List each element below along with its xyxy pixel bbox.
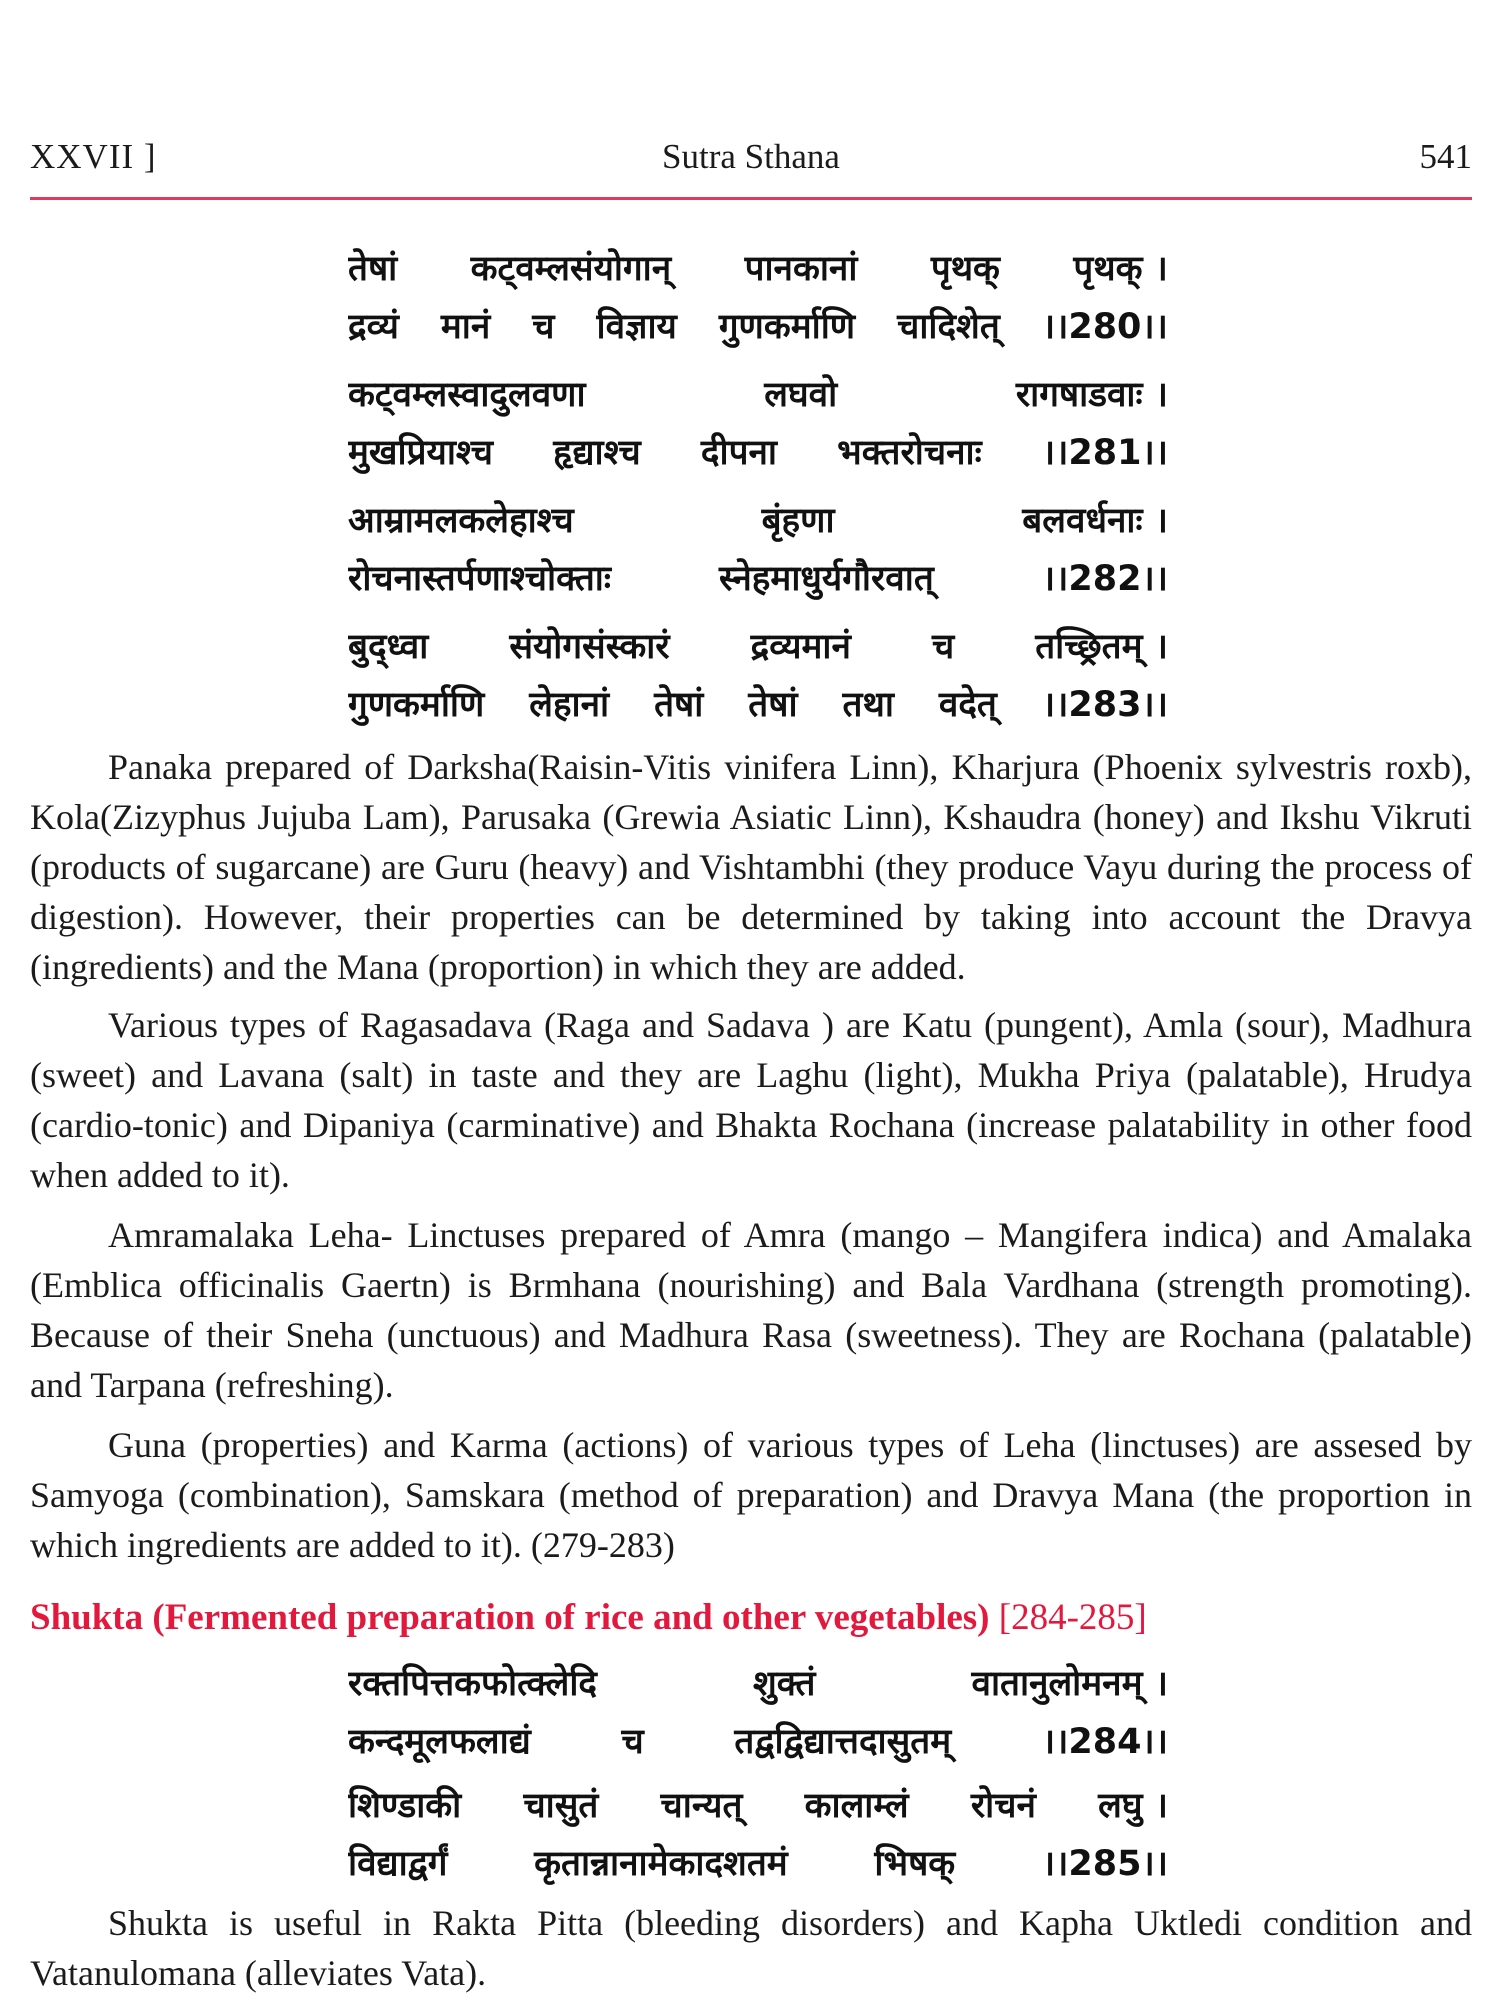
verse-number: ।।281।। [1041,433,1168,473]
verse-word: च [532,307,555,347]
verse-word: लघवो [764,375,838,415]
verse-word: शुक्तं [752,1664,816,1704]
verse-number: ।।284।। [1041,1722,1168,1762]
verse-number: ।।280।। [1041,307,1168,347]
verse-word: हृद्याश्च [553,433,641,473]
paragraph-ragasadava [30,1000,1472,1200]
verse-word: बुद्ध्वा [348,627,429,667]
verse-line [348,676,1168,734]
paragraph-text: Guna (properties) and Karma (actions) of various types of Leha (linctuses) are assesed by Samyoga (combination), Samskara (method of preparation) and Dravya Mana (the proportion in which ingredients are added to it). (279-283) [30,1425,1472,1565]
verse-word: गुणकर्माणि [718,307,856,347]
chapter-marker: XXVII ] [30,137,157,176]
verse-word: दीपना [700,433,777,473]
verse-word: मुखप्रियाश्च [348,433,494,473]
verse-word: कट्वम्लसंयोगान् [470,249,672,289]
paragraph-leha-guna-karma [30,1420,1472,1570]
verse-word: तथा [842,685,894,725]
verse-word: बृंहणा [761,501,835,541]
verse-word: च [621,1722,644,1762]
verse-word: रोचनं [970,1786,1036,1826]
paragraph-amramalaka [30,1210,1472,1410]
verse-word: कालाम्लं [804,1786,909,1826]
paragraph-text: Panaka prepared of Darksha(Raisin-Vitis vinifera Linn), Kharjura (Phoenix sylvestris roxb), Kola(Zizyphus Jujuba Lam), Parusaka (Grewia Asiatic Linn), Kshaudra (honey) and Ikshu Vikruti (products of sugarcane) are Guru (heavy) and Vishtambhi (they produce Vayu during the process of digestion). However, their properties can be determined by taking into account the Dravya (ingredients) and the Mana (proportion) in which they are added. [30,747,1472,987]
verse-word: पृथक् । [1073,249,1168,289]
verse-word: विद्याद्वर्गं [348,1844,448,1884]
verse-line [348,1777,1168,1835]
verse-word: पानकानां [744,249,858,289]
verse-word: द्रव्यमानं [750,627,851,667]
verse-word: कट्वम्लस्वादुलवणा [348,375,586,415]
section-title: Sutra Sthana [662,137,840,176]
verse-number: ।।282।। [1041,559,1168,599]
verse-word: बलवर्धनाः । [1022,501,1168,541]
verse-word: भक्तरोचनाः [837,433,982,473]
verse-word: लघु । [1098,1786,1168,1826]
verse-number: ।।283।। [1041,685,1168,725]
paragraph-shukta [30,1898,1472,1998]
verse-line [348,424,1168,482]
verse-word: संयोगसंस्कारं [509,627,670,667]
verse-word: स्नेहमाधुर्यगौरवात् [719,559,934,599]
verse-word: कृतान्नानामेकादशतमं [534,1844,788,1884]
verse-word: आम्रामलकलेहाश्च [348,501,574,541]
page-number: 541 [1419,137,1472,176]
verse-word: गुणकर्माणि [348,685,485,725]
verse-line [348,1655,1168,1713]
section-heading-range: [284-285] [998,1597,1147,1638]
verse-line [348,618,1168,676]
verse-line [348,492,1168,550]
verse-word: लेहानां [529,685,610,725]
verse-word: वातानुलोमनम् । [971,1664,1168,1704]
header-divider [30,197,1472,200]
verse-word: रोचनास्तर्पणाश्चोक्ताः [348,559,611,599]
verse-line [348,366,1168,424]
verse-line [348,240,1168,298]
section-heading [30,1592,1472,1644]
verse-word: चादिशेत् [897,307,1000,347]
paragraph-panaka [30,742,1472,992]
verse-word: तेषां [348,249,398,289]
verse-word: मानं [440,307,491,347]
verse-word: विज्ञाय [596,307,677,347]
verse-word: पृथक् [930,249,1000,289]
verse-word: तेषां [748,685,798,725]
verse-word: रक्तपित्तकफोत्क्लेदि [348,1664,597,1704]
verse-word: रागषाडवाः । [1015,375,1168,415]
verse-line [348,1835,1168,1893]
verse-word: च [931,627,955,667]
verse-word: द्रव्यं [348,307,399,347]
running-head [30,132,1472,182]
verse-word: वदेत् [938,685,997,725]
verse-word: चासुतं [523,1786,599,1826]
verse-line [348,550,1168,608]
verse-word: शिण्डाकी [348,1786,462,1826]
paragraph-text: Various types of Ragasadava (Raga and Sadava ) are Katu (pungent), Amla (sour), Madhura (sweet) and Lavana (salt) in taste and they are Laghu (light), Mukha Priya (palatable), Hrudya (cardio-tonic) and Dipaniya (carminative) and Bhakta Rochana (increase palatability in other food when added to it). [30,1005,1472,1195]
section-heading-title: Shukta (Fermented preparation of rice and other vegetables) [30,1597,990,1638]
verse-word: तच्छ्रितम् । [1035,627,1168,667]
verse-word: तद्वद्विद्यात्तदासुतम् [734,1722,952,1762]
verse-number: ।।285।। [1041,1844,1168,1884]
verse-word: कन्दमूलफलाद्यं [348,1722,531,1762]
verse-word: चान्यत् [660,1786,743,1826]
verse-word: तेषां [654,685,704,725]
verse-line [348,298,1168,356]
verse-line [348,1713,1168,1771]
verse-word: भिषक् [874,1844,956,1884]
paragraph-text: Shukta is useful in Rakta Pitta (bleeding disorders) and Kapha Uktledi condition and Vatanulomana (alleviates Vata). [30,1903,1472,1993]
paragraph-text: Amramalaka Leha- Linctuses prepared of Amra (mango – Mangifera indica) and Amalaka (Emblica officinalis Gaertn) is Brmhana (nourishing) and Bala Vardhana (strength promoting). Because of their Sneha (unctuous) and Madhura Rasa (sweetness). They are Rochana (palatable) and Tarpana (refreshing). [30,1215,1472,1405]
